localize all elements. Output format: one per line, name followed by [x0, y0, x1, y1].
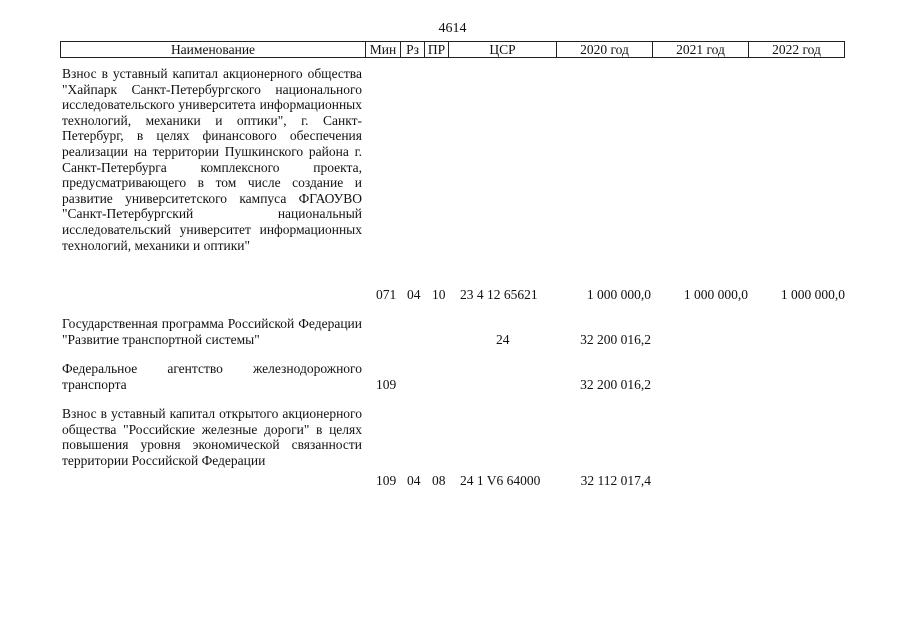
row-pr: 10 — [432, 287, 446, 302]
header-rz: Рз — [400, 42, 424, 57]
row-name: Государственная программа Российской Федерации "Развитие транспортной системы" — [62, 316, 362, 347]
row-2020: 32 112 017,4 — [580, 473, 651, 488]
row-2020: 1 000 000,0 — [586, 287, 651, 302]
row-name: Взнос в уставный капитал акционерного общества "Хайпарк Санкт-Петербургского национального исследовательского университета информационных технологий, механики и оптики", г. Санкт-Петербург, в целях финансового обеспечения реализации на территории Пушкинского района г. Санкт-Петербурга комплексного проекта, предусматривающего в том числе создание и развитие университетского кампуса ФГАОУВО "Санкт-Петербургский национальный исследовательский университет информационных технологий, механики и оптики" — [62, 66, 362, 253]
header-pr: ПР — [424, 42, 448, 57]
row-min: 109 — [376, 377, 397, 392]
row-csr: 24 — [496, 332, 510, 347]
row-name: Взнос в уставный капитал открытого акционерного общества "Российские железные дороги" в целях повышения уровня экономической связанности территории Российской Федерации — [62, 406, 362, 468]
row-2020: 32 200 016,2 — [580, 377, 651, 392]
table-header — [60, 41, 845, 58]
row-pr: 08 — [432, 473, 446, 488]
row-name: Федеральное агентство железнодорожного транспорта — [62, 361, 362, 392]
row-min: 071 — [376, 287, 397, 302]
header-min: Мин — [365, 42, 400, 57]
row-2021: 1 000 000,0 — [683, 287, 748, 302]
row-rz: 04 — [407, 287, 421, 302]
header-2022: 2022 год — [748, 42, 844, 57]
header-name: Наименование — [170, 42, 256, 57]
row-2022: 1 000 000,0 — [780, 287, 845, 302]
header-2021: 2021 год — [652, 42, 748, 57]
page-number: 4614 — [438, 21, 467, 36]
row-min: 109 — [376, 473, 397, 488]
row-rz: 04 — [407, 473, 421, 488]
row-csr: 24 1 V6 64000 — [460, 473, 541, 488]
row-2020: 32 200 016,2 — [580, 332, 651, 347]
header-2020: 2020 год — [556, 42, 652, 57]
header-csr: ЦСР — [448, 42, 556, 57]
row-csr: 23 4 12 65621 — [460, 287, 538, 302]
